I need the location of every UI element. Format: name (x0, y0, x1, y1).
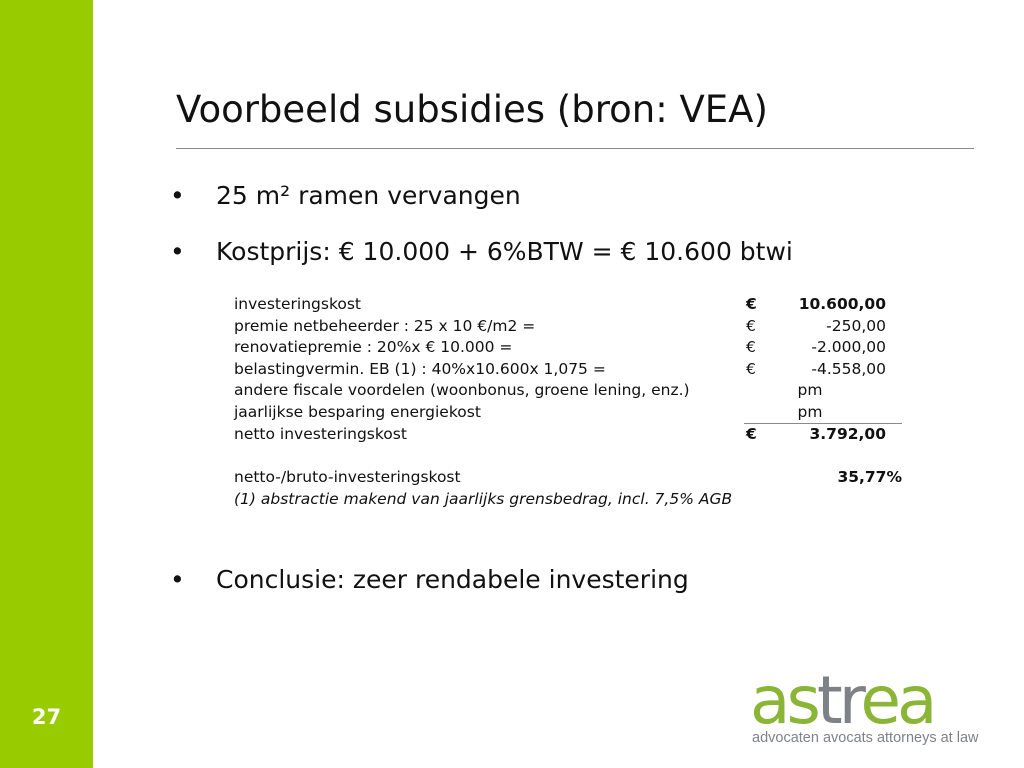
page-number: 27 (31, 705, 62, 729)
accent-sidebar (0, 0, 93, 768)
row-label: jaarlijkse besparing energiekost (234, 402, 481, 421)
table-row (232, 337, 902, 359)
row-currency: € (746, 295, 757, 313)
bullet-text: Kostprijs: € 10.000 + 6%BTW = € 10.600 btwi (216, 237, 793, 266)
table-row-total (232, 424, 902, 446)
bullet-item (170, 237, 793, 266)
ratio-value: 35,77% (837, 468, 902, 486)
row-amount: 10.600,00 (798, 295, 886, 313)
logo-wordmark: astrea (750, 668, 934, 739)
table-row (232, 402, 902, 424)
ratio-label: netto-/bruto-investeringskost (234, 468, 461, 486)
row-label: netto investeringskost (234, 424, 407, 443)
row-currency: € (746, 316, 756, 335)
table-row-footnote (232, 489, 902, 511)
row-label: renovatiepremie : 20%x € 10.000 = (234, 338, 513, 356)
slide-title: Voorbeeld subsidies (bron: VEA) (176, 88, 768, 131)
row-label: premie netbeheerder : 25 x 10 €/m2 = (234, 316, 536, 335)
bullet-marker: • (170, 237, 185, 266)
row-label: andere fiscale voordelen (woonbonus, groene lening, enz.) (234, 381, 690, 399)
row-currency: € (744, 424, 774, 446)
cost-calculation-table (232, 294, 902, 510)
table-row (232, 294, 902, 316)
row-amount: 3.792,00 (774, 424, 902, 446)
row-amount: -4.558,00 (811, 359, 886, 378)
table-row (232, 380, 902, 402)
table-spacer (232, 446, 902, 468)
row-label: belastingvermin. EB (1) : 40%x10.600x 1,075 = (234, 359, 606, 378)
row-value: pm (797, 381, 823, 399)
bullet-text: Conclusie: zeer rendabele investering (216, 565, 689, 594)
table-row (232, 316, 902, 338)
row-value: pm (797, 402, 823, 421)
row-amount: -2.000,00 (811, 338, 886, 356)
bullet-item (170, 181, 521, 210)
bullet-item (170, 565, 689, 594)
bullet-text: 25 m² ramen vervangen (216, 181, 521, 210)
row-currency: € (746, 359, 756, 378)
logo-tagline: advocaten avocats attorneys at law (752, 730, 979, 746)
row-amount: -250,00 (826, 316, 886, 335)
bullet-marker: • (170, 565, 185, 594)
bullet-marker: • (170, 181, 185, 210)
table-row-ratio (232, 467, 902, 489)
footnote: (1) abstractie makend van jaarlijks grensbedrag, incl. 7,5% AGB (234, 489, 733, 508)
row-label: investeringskost (234, 295, 362, 313)
title-divider (176, 148, 974, 149)
table-row (232, 359, 902, 381)
row-currency: € (746, 338, 756, 356)
